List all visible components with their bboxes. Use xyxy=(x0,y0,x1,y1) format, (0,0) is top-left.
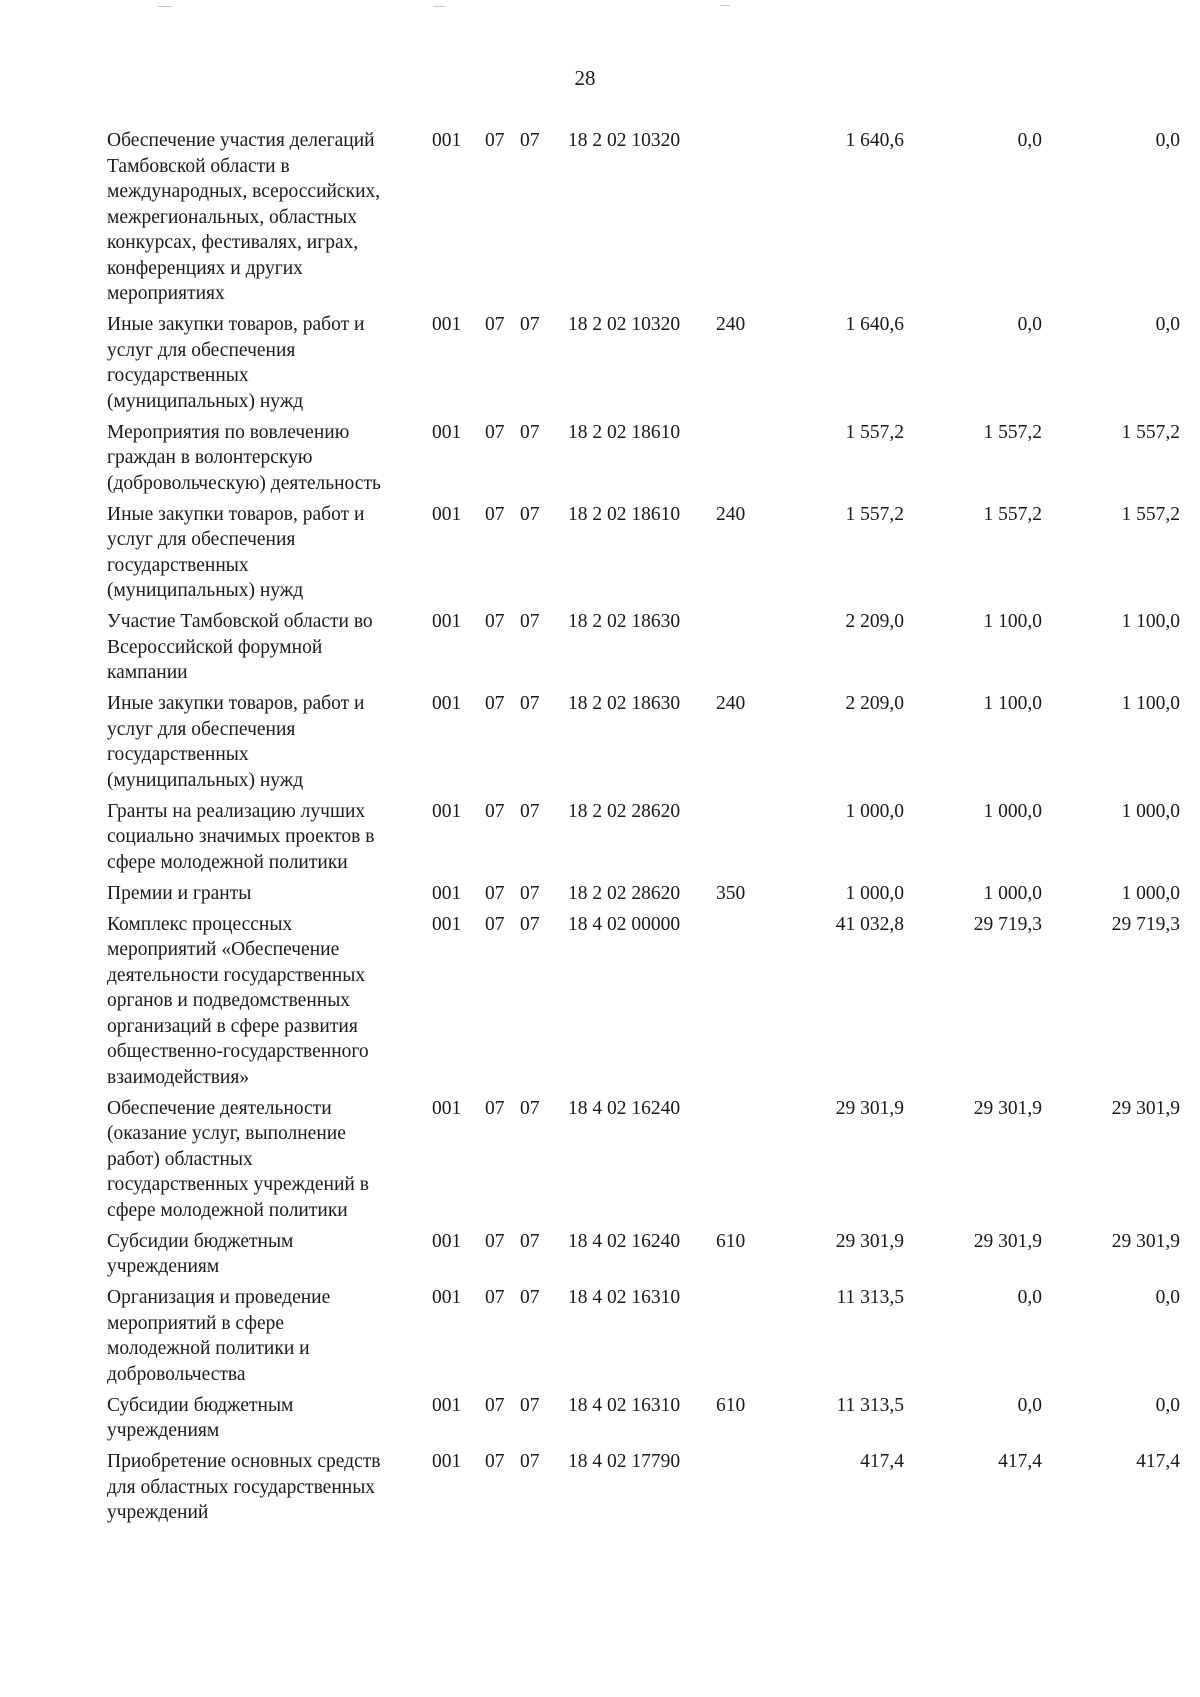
item-name-line: сфере молодежной политики xyxy=(107,1199,348,1221)
amount-year3-cell: 1 000,0 xyxy=(1121,882,1180,904)
amount-year2-cell: 29 301,9 xyxy=(973,1097,1042,1119)
item-name-cell xyxy=(107,799,432,876)
item-name-cell xyxy=(107,1229,432,1280)
amount-year3-cell: 0,0 xyxy=(1155,314,1180,335)
item-name-line: Иные закупки товаров, работ и xyxy=(107,314,365,335)
section-code-cell: 07 xyxy=(485,611,505,632)
amount-year2-cell: 29 301,9 xyxy=(973,1230,1042,1252)
item-name-cell xyxy=(107,1393,432,1444)
expense-type-cell: 240 xyxy=(716,314,746,335)
amount-year3-cell: 0,0 xyxy=(1155,1287,1180,1308)
item-name-line: Премии и гранты xyxy=(107,882,252,904)
table-row xyxy=(107,1229,1180,1286)
item-name-line: Субсидии бюджетным xyxy=(107,1394,294,1416)
item-name-line: Мероприятия по вовлечению xyxy=(107,421,350,443)
item-name-line: межрегиональных, областных xyxy=(107,206,358,228)
target-article-cell: 18 4 02 17790 xyxy=(568,1451,681,1472)
section-code-cell: 07 xyxy=(485,1230,505,1252)
amount-year3-cell: 1 100,0 xyxy=(1121,611,1180,632)
item-name-line: Участие Тамбовской области во xyxy=(107,611,373,632)
dept-code-cell: 001 xyxy=(432,130,462,151)
item-name-line: учреждений xyxy=(107,1502,209,1523)
item-name-line: (оказание услуг, выполнение xyxy=(107,1123,346,1144)
item-name-line: конференциях и других xyxy=(107,257,303,279)
amount-year1-cell: 41 032,8 xyxy=(835,913,904,935)
scan-speck xyxy=(433,6,445,7)
item-name-line: услуг для обеспечения xyxy=(107,339,296,361)
item-name-line: учреждениям xyxy=(107,1256,220,1277)
dept-code-cell: 001 xyxy=(432,611,462,632)
item-name-cell xyxy=(107,691,432,793)
item-name-line: кампании xyxy=(107,662,188,683)
amount-year3-cell: 29 301,9 xyxy=(1111,1097,1180,1119)
subsection-code-cell: 07 xyxy=(520,1287,540,1308)
amount-year1-cell: 29 301,9 xyxy=(835,1230,904,1252)
item-name-line: мероприятиях xyxy=(107,283,225,304)
item-name-line: мероприятий в сфере xyxy=(107,1312,285,1334)
subsection-code-cell: 07 xyxy=(520,130,540,151)
table-row xyxy=(107,312,1180,420)
item-name-line: организаций в сфере развития xyxy=(107,1015,358,1037)
dept-code-cell: 001 xyxy=(432,1394,462,1416)
dept-code-cell: 001 xyxy=(432,693,462,714)
item-name-line: Иные закупки товаров, работ и xyxy=(107,503,365,525)
section-code-cell: 07 xyxy=(485,1287,505,1308)
target-article-cell: 18 4 02 16310 xyxy=(568,1394,681,1416)
budget-table xyxy=(107,128,1180,1531)
dept-code-cell: 001 xyxy=(432,1097,462,1119)
amount-year1-cell: 1 557,2 xyxy=(845,503,904,525)
amount-year2-cell: 417,4 xyxy=(998,1451,1042,1472)
item-name-line: государственных xyxy=(107,744,249,765)
amount-year3-cell: 417,4 xyxy=(1136,1451,1180,1472)
item-name-line: Обеспечение деятельности xyxy=(107,1097,332,1119)
item-name-line: услуг для обеспечения xyxy=(107,529,296,550)
item-name-line: (муниципальных) нужд xyxy=(107,580,304,601)
amount-year2-cell: 29 719,3 xyxy=(973,913,1042,935)
amount-year2-cell: 1 100,0 xyxy=(983,693,1042,714)
table-row xyxy=(107,1096,1180,1229)
item-name-line: конкурсах, фестивалях, играх, xyxy=(107,232,359,253)
item-name-line: Обеспечение участия делегаций xyxy=(107,130,375,151)
amount-year2-cell: 1 557,2 xyxy=(983,421,1042,443)
expense-type-cell: 350 xyxy=(716,882,746,904)
item-name-line: Гранты на реализацию лучших xyxy=(107,800,366,822)
subsection-code-cell: 07 xyxy=(520,882,540,904)
amount-year3-cell: 1 000,0 xyxy=(1121,800,1180,822)
table-row xyxy=(107,799,1180,881)
section-code-cell: 07 xyxy=(485,913,505,935)
scan-speck xyxy=(158,6,172,7)
item-name-line: учреждениям xyxy=(107,1420,220,1441)
dept-code-cell: 001 xyxy=(432,503,462,525)
section-code-cell: 07 xyxy=(485,1394,505,1416)
table-row xyxy=(107,1449,1180,1531)
table-row xyxy=(107,502,1180,610)
table-row xyxy=(107,128,1180,312)
subsection-code-cell: 07 xyxy=(520,421,540,443)
item-name-line: социально значимых проектов в xyxy=(107,826,375,847)
item-name-line: Организация и проведение xyxy=(107,1287,331,1308)
amount-year1-cell: 1 557,2 xyxy=(845,421,904,443)
item-name-line: государственных xyxy=(107,554,249,576)
subsection-code-cell: 07 xyxy=(520,913,540,935)
item-name-line: Всероссийской форумной xyxy=(107,636,323,658)
amount-year3-cell: 1 557,2 xyxy=(1121,421,1180,443)
amount-year2-cell: 1 557,2 xyxy=(983,503,1042,525)
scan-speck xyxy=(720,5,730,6)
target-article-cell: 18 2 02 18630 xyxy=(568,693,681,714)
expense-type-cell: 610 xyxy=(716,1230,746,1252)
item-name-line: деятельности государственных xyxy=(107,964,366,986)
section-code-cell: 07 xyxy=(485,130,505,151)
section-code-cell: 07 xyxy=(485,882,505,904)
section-code-cell: 07 xyxy=(485,314,505,335)
item-name-line: взаимодействия» xyxy=(107,1066,250,1088)
expense-type-cell: 610 xyxy=(716,1394,746,1416)
expense-type-cell: 240 xyxy=(716,693,746,714)
amount-year1-cell: 2 209,0 xyxy=(845,611,904,632)
dept-code-cell: 001 xyxy=(432,800,462,822)
item-name-cell xyxy=(107,1449,432,1526)
amount-year1-cell: 29 301,9 xyxy=(835,1097,904,1119)
amount-year3-cell: 29 719,3 xyxy=(1111,913,1180,935)
subsection-code-cell: 07 xyxy=(520,800,540,822)
target-article-cell: 18 2 02 18630 xyxy=(568,611,681,632)
item-name-line: Субсидии бюджетным xyxy=(107,1230,294,1252)
subsection-code-cell: 07 xyxy=(520,1394,540,1416)
target-article-cell: 18 4 02 00000 xyxy=(568,913,681,935)
item-name-cell xyxy=(107,1096,432,1224)
table-row xyxy=(107,1393,1180,1450)
amount-year1-cell: 1 640,6 xyxy=(845,314,904,335)
amount-year3-cell: 0,0 xyxy=(1155,130,1180,151)
target-article-cell: 18 2 02 18610 xyxy=(568,421,681,443)
target-article-cell: 18 2 02 28620 xyxy=(568,800,681,822)
item-name-cell xyxy=(107,128,432,307)
section-code-cell: 07 xyxy=(485,1451,505,1472)
amount-year1-cell: 417,4 xyxy=(860,1451,904,1472)
amount-year1-cell: 11 313,5 xyxy=(836,1394,904,1416)
item-name-line: (муниципальных) нужд xyxy=(107,769,304,791)
target-article-cell: 18 4 02 16310 xyxy=(568,1287,681,1308)
dept-code-cell: 001 xyxy=(432,1287,462,1308)
table-row xyxy=(107,1285,1180,1393)
amount-year1-cell: 1 000,0 xyxy=(845,882,904,904)
item-name-line: государственных учреждений в xyxy=(107,1174,369,1195)
item-name-line: Комплекс процессных xyxy=(107,913,293,935)
amount-year1-cell: 1 000,0 xyxy=(845,800,904,822)
section-code-cell: 07 xyxy=(485,800,505,822)
section-code-cell: 07 xyxy=(485,421,505,443)
item-name-line: Иные закупки товаров, работ и xyxy=(107,693,365,714)
subsection-code-cell: 07 xyxy=(520,693,540,714)
target-article-cell: 18 2 02 18610 xyxy=(568,503,681,525)
target-article-cell: 18 2 02 28620 xyxy=(568,882,681,904)
dept-code-cell: 001 xyxy=(432,421,462,443)
amount-year1-cell: 11 313,5 xyxy=(836,1287,904,1308)
item-name-line: добровольчества xyxy=(107,1363,246,1385)
amount-year2-cell: 1 000,0 xyxy=(983,800,1042,822)
item-name-line: общественно-государственного xyxy=(107,1041,369,1062)
dept-code-cell: 001 xyxy=(432,1451,462,1472)
amount-year3-cell: 29 301,9 xyxy=(1111,1230,1180,1252)
item-name-line: Тамбовской области в xyxy=(107,155,290,177)
item-name-line: сфере молодежной политики xyxy=(107,851,348,873)
target-article-cell: 18 4 02 16240 xyxy=(568,1097,681,1119)
dept-code-cell: 001 xyxy=(432,314,462,335)
target-article-cell: 18 2 02 10320 xyxy=(568,130,681,151)
table-row xyxy=(107,881,1180,912)
amount-year2-cell: 0,0 xyxy=(1017,1394,1042,1416)
amount-year3-cell: 1 100,0 xyxy=(1121,693,1180,714)
item-name-cell xyxy=(107,881,432,907)
section-code-cell: 07 xyxy=(485,503,505,525)
item-name-cell xyxy=(107,502,432,604)
page-number: 28 xyxy=(574,66,596,90)
subsection-code-cell: 07 xyxy=(520,611,540,632)
item-name-cell xyxy=(107,312,432,414)
item-name-line: (добровольческую) деятельность xyxy=(107,472,381,494)
item-name-line: Приобретение основных средств xyxy=(107,1451,381,1472)
item-name-line: услуг для обеспечения xyxy=(107,718,296,740)
table-row xyxy=(107,609,1180,691)
amount-year1-cell: 2 209,0 xyxy=(845,693,904,714)
dept-code-cell: 001 xyxy=(432,913,462,935)
item-name-cell xyxy=(107,912,432,1091)
item-name-cell xyxy=(107,609,432,686)
item-name-line: работ) областных xyxy=(107,1148,253,1170)
item-name-line: молодежной политики и xyxy=(107,1338,310,1359)
section-code-cell: 07 xyxy=(485,693,505,714)
subsection-code-cell: 07 xyxy=(520,1451,540,1472)
item-name-line: государственных xyxy=(107,365,249,386)
item-name-cell xyxy=(107,1285,432,1387)
amount-year2-cell: 1 100,0 xyxy=(983,611,1042,632)
target-article-cell: 18 2 02 10320 xyxy=(568,314,681,335)
table-row xyxy=(107,420,1180,502)
amount-year2-cell: 0,0 xyxy=(1017,1287,1042,1308)
amount-year2-cell: 0,0 xyxy=(1017,314,1042,335)
subsection-code-cell: 07 xyxy=(520,314,540,335)
item-name-line: для областных государственных xyxy=(107,1476,376,1498)
item-name-line: органов и подведомственных xyxy=(107,990,351,1011)
dept-code-cell: 001 xyxy=(432,882,462,904)
subsection-code-cell: 07 xyxy=(520,1230,540,1252)
amount-year1-cell: 1 640,6 xyxy=(845,130,904,151)
amount-year2-cell: 1 000,0 xyxy=(983,882,1042,904)
item-name-line: граждан в волонтерскую xyxy=(107,447,313,468)
item-name-cell xyxy=(107,420,432,497)
subsection-code-cell: 07 xyxy=(520,1097,540,1119)
table-row xyxy=(107,912,1180,1096)
item-name-line: мероприятий «Обеспечение xyxy=(107,939,340,960)
item-name-line: международных, всероссийских, xyxy=(107,181,381,202)
dept-code-cell: 001 xyxy=(432,1230,462,1252)
table-row xyxy=(107,691,1180,799)
amount-year2-cell: 0,0 xyxy=(1017,130,1042,151)
expense-type-cell: 240 xyxy=(716,503,746,525)
section-code-cell: 07 xyxy=(485,1097,505,1119)
item-name-line: (муниципальных) нужд xyxy=(107,390,304,412)
amount-year3-cell: 1 557,2 xyxy=(1121,503,1180,525)
subsection-code-cell: 07 xyxy=(520,503,540,525)
target-article-cell: 18 4 02 16240 xyxy=(568,1230,681,1252)
amount-year3-cell: 0,0 xyxy=(1155,1394,1180,1416)
